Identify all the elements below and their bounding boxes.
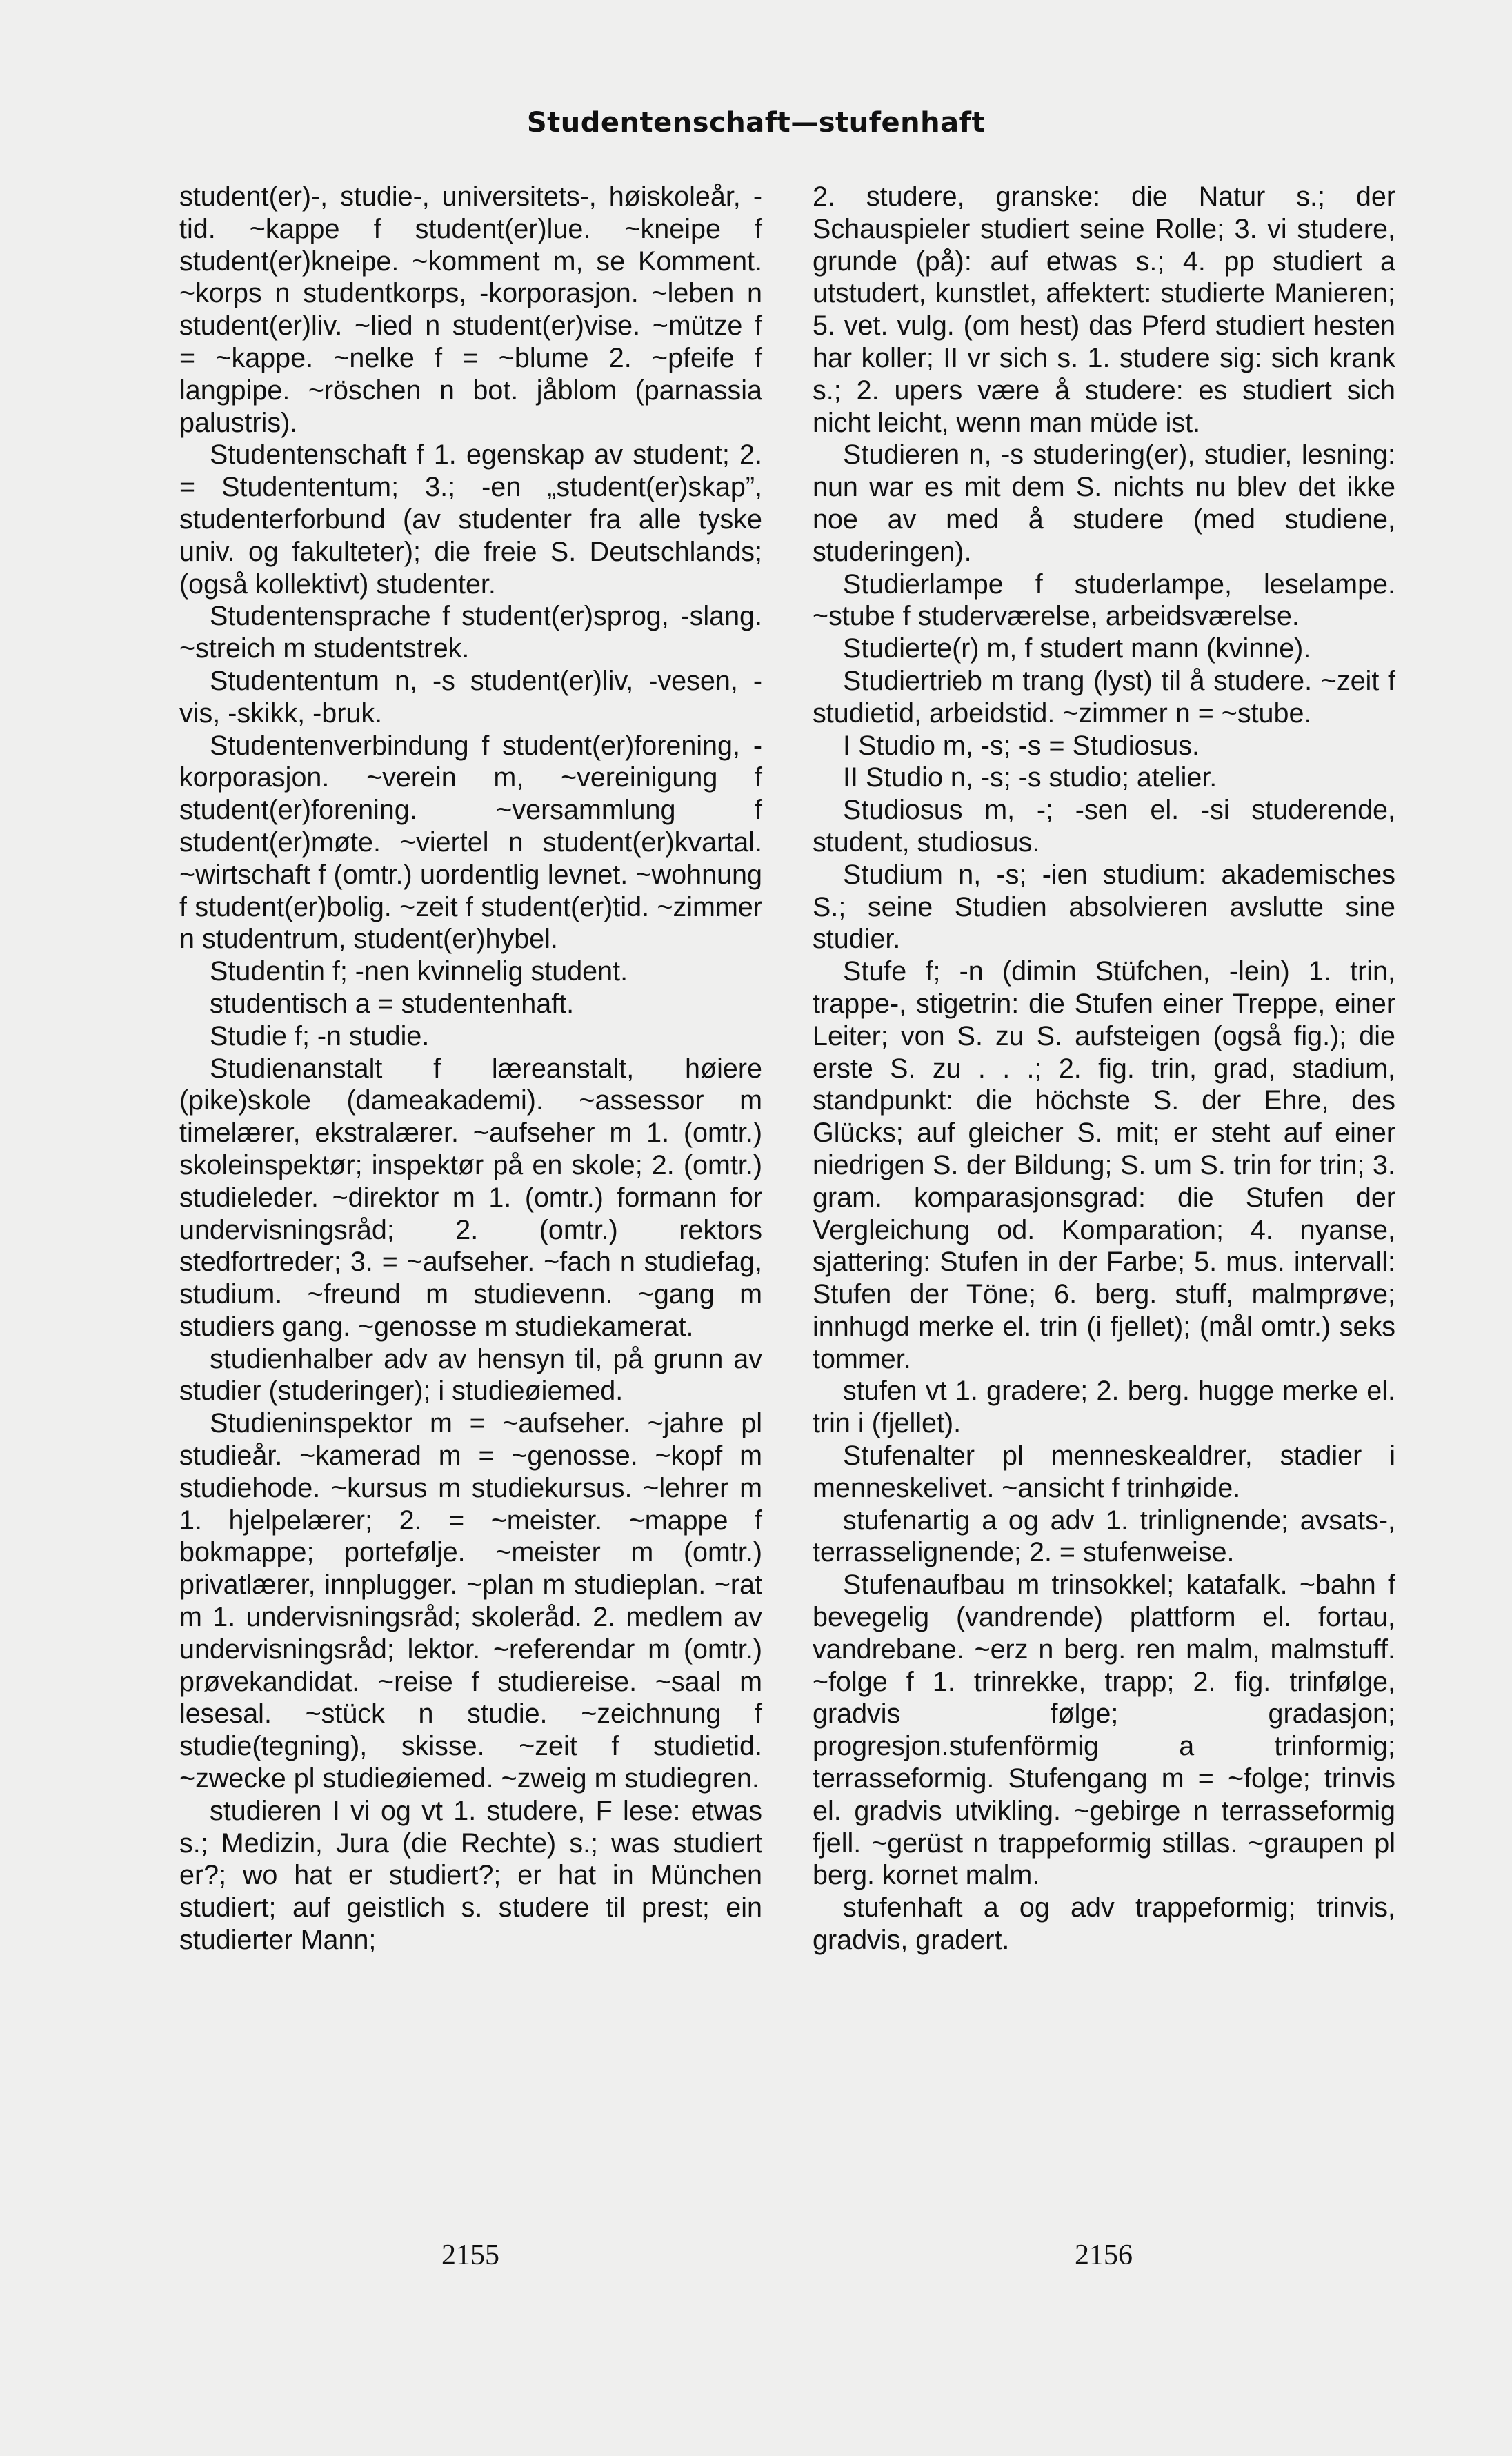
page-number-left: 2155 — [441, 2239, 499, 2271]
entry: I Studio m, -s; -s = Studiosus. — [843, 730, 1200, 761]
right-column — [813, 181, 1395, 1957]
entry: Studie f; -n studie. — [210, 1020, 430, 1051]
entry: Studententum n, -s student(er)liv, -vesen, -vis, -skikk, -bruk. — [179, 665, 762, 729]
entry: Studentenverbindung f student(er)forening, -korporasjon. ~verein m, ~vereinigung f student(er)forening. ~versammlung f student(er)møte. ~viertel n student(er)kvartal. ~wirtschaft f (omtr.) uordentlig levnet. ~wohnung f student(er)bolig. ~zeit f student(er)tid. ~zimmer n studentrum, student(er)hybel. — [179, 730, 762, 955]
entry: Stufenaufbau m trinsokkel; katafalk. ~bahn f bevegelig (vandrende) plattform el. fortau, vandrebane. ~erz n berg. ren malm, malmstuff. ~folge f 1. trinrekke, trapp; 2. fig. trinfølge, gradvis følge; gradasjon; progresjon.stufenförmig a trinformig; terrasseformig. Stufengang m = ~folge; trinvis el. gradvis utvikling. ~gebirge n terrasseformig fjell. ~gerüst n trappeformig stillas. ~graupen pl berg. kornet malm. — [813, 1569, 1395, 1891]
entry: Studiosus m, -; -sen el. -si studerende, student, studiosus. — [813, 795, 1395, 858]
entry: studentisch a = studentenhaft. — [210, 988, 575, 1019]
entry: Studieren n, -s studering(er), studier, lesning: nun war es mit dem S. nichts nu blev det ikke noe av med å studere (med studiene, studeringen). — [813, 439, 1395, 567]
entry: Studienanstalt f læreanstalt, høiere (pike)skole (dameakademi). ~assessor m timelærer, ekstralærer. ~aufseher m 1. (omtr.) skoleinspektør; inspektør på en skole; 2. (omtr.) studieleder. ~direktor m 1. (omtr.) formann for undervisningsråd; 2. (omtr.) rektors stedfortreder; 3. = ~aufseher. ~fach n studiefag, studium. ~freund m studievenn. ~gang m studiers gang. ~genosse m studiekamerat. — [179, 1053, 762, 1342]
entry: studienhalber adv av hensyn til, på grunn av studier (studeringer); i studieøiemed. — [179, 1343, 762, 1407]
entry: Studierte(r) m, f studert mann (kvinne). — [843, 633, 1311, 664]
entry: Studentin f; -nen kvinnelig student. — [210, 956, 628, 987]
running-head: Studentenschaft—stufenhaft — [526, 107, 986, 139]
entry: student(er)-, studie-, universitets-, høiskoleår, -tid. ~kappe f student(er)lue. ~kneipe f student(er)kneipe. ~komment m, se Komment. ~korps n studentkorps, -korporasjon. ~leben n student(er)liv. ~lied n student(er)vise. ~mütze f = ~kappe. ~nelke f = ~blume 2. ~pfeife f langpipe. ~röschen n bot. jåblom (parnassia palustris). — [179, 181, 762, 438]
entry: studieren I vi og vt 1. studere, F lese: etwas s.; Medizin, Jura (die Rechte) s.; was studiert er?; wo hat er studiert?; er hat in München studiert; auf geistlich s. studere til prest; ein studierter Mann; — [179, 1795, 762, 1956]
entry: stufen vt 1. gradere; 2. berg. hugge merke el. trin i (fjellet). — [813, 1376, 1395, 1439]
entry: 2. studere, granske: die Natur s.; der Schauspieler studiert seine Rolle; 3. vi studere, grunde (på): auf etwas s.; 4. pp studiert a utstudert, kunstlet, affektert: studierte Manieren; 5. vet. vulg. (om hest) das Pferd studiert hesten har koller; II vr sich s. 1. studere sig: sich krank s.; 2. upers være å studere: es studiert sich nicht leicht, wenn man müde ist. — [813, 181, 1395, 438]
entry: Studentenschaft f 1. egenskap av student; 2. = Studententum; 3.; -en „student(er)skap”, studenterforbund (av studenter fra alle tyske univ. og fakulteter); die freie S. Deutschlands; (også kollektivt) studenter. — [179, 439, 762, 600]
entry: Stufenalter pl menneskealdrer, stadier i menneskelivet. ~ansicht f trinhøide. — [813, 1440, 1395, 1503]
entry: Studiertrieb m trang (lyst) til å studere. ~zeit f studietid, arbeidstid. ~zimmer n = ~stube. — [813, 665, 1395, 729]
entry: Studieninspektor m = ~aufseher. ~jahre pl studieår. ~kamerad m = ~genosse. ~kopf m studiehode. ~kursus m studiekursus. ~lehrer m 1. hjelpelærer; 2. = ~meister. ~mappe f bokmappe; portefølje. ~meister m (omtr.) privatlærer, innplugger. ~plan m studieplan. ~rat m 1. undervisningsråd; skoleråd. 2. medlem av undervisningsråd; lektor. ~referendar m (omtr.) prøvekandidat. ~reise f studiereise. ~saal m lesesal. ~stück n studie. ~zeichnung f studie(tegning), skisse. ~zeit f studietid. ~zwecke pl studieøiemed. ~zweig m studiegren. — [179, 1408, 762, 1794]
entry: Studium n, -s; -ien studium: akademisches S.; seine Studien absolvieren avslutte sine studier. — [813, 859, 1395, 955]
entry: II Studio n, -s; -s studio; atelier. — [843, 762, 1217, 793]
entry: Studentensprache f student(er)sprog, -slang. ~streich m studentstrek. — [179, 601, 762, 664]
entry: Studierlampe f studerlampe, leselampe. ~stube f studerværelse, arbeidsværelse. — [813, 568, 1395, 632]
entry: Stufe f; -n (dimin Stüfchen, -lein) 1. trin, trappe-, stigetrin: die Stufen einer Treppe, einer Leiter; von S. zu S. aufsteigen (også fig.); die erste S. zu . . .; 2. fig. trin, grad, stadium, standpunkt: die höchste S. der Ehre, des Glücks; auf gleicher S. mit; er steht auf einer niedrigen S. der Bildung; S. um S. trin for trin; 3. gram. komparasjonsgrad: die Stufen der Vergleichung od. Komparation; 4. nyanse, sjattering: Stufen in der Farbe; 5. mus. intervall: Stufen der Töne; 6. berg. stuff, malmprøve; innhugd merke el. trin (i fjellet); (mål omtr.) seks tommer. — [813, 956, 1395, 1374]
left-column — [179, 181, 762, 1957]
entry: stufenhaft a og adv trappeformig; trinvis, gradvis, gradert. — [813, 1892, 1395, 1956]
page-number-right: 2156 — [1075, 2239, 1133, 2271]
entry: stufenartig a og adv 1. trinlignende; avsats-, terrasselignende; 2. = stufenweise. — [813, 1505, 1395, 1568]
